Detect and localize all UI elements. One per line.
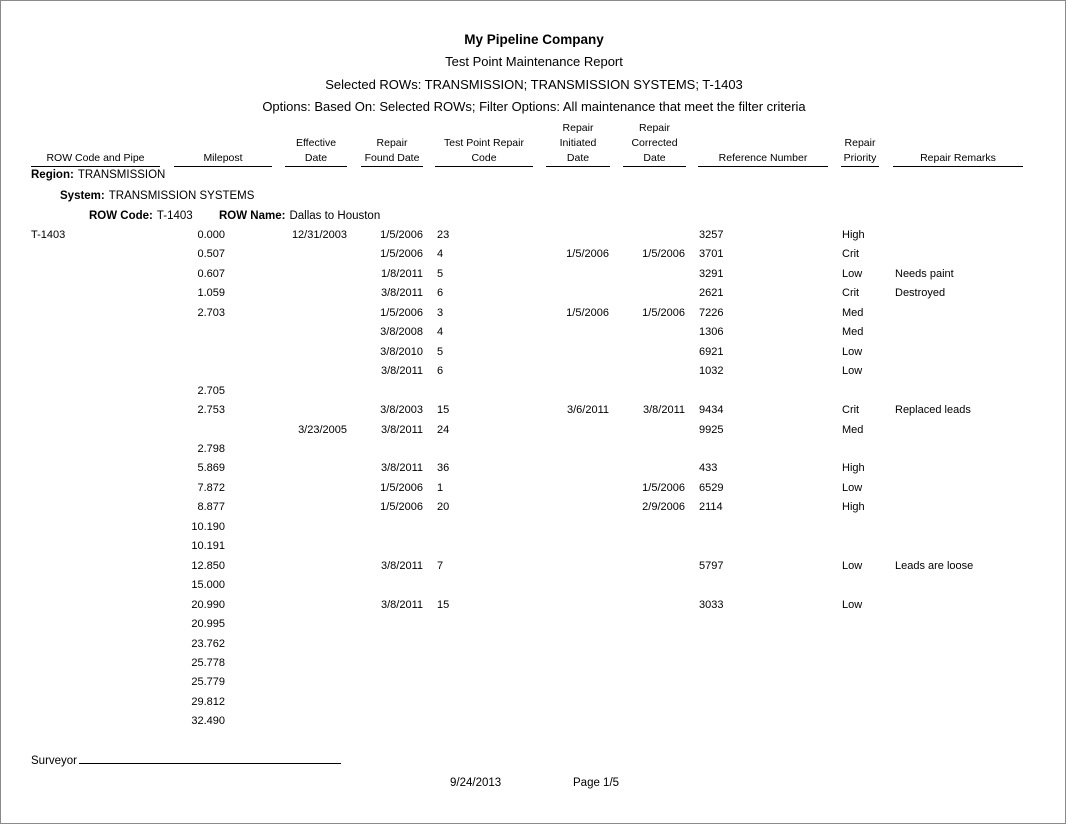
remarks-cell: Destroyed — [895, 287, 946, 300]
found-date-cell: 1/8/2011 — [380, 267, 423, 280]
column-header-initiated-date: Repair Initiated Date — [546, 121, 610, 167]
region-group — [31, 169, 165, 181]
report-date: 9/24/2013 — [450, 777, 502, 789]
table-row — [1, 599, 1066, 618]
found-date-cell: 3/8/2010 — [380, 345, 423, 358]
found-date-cell: 1/5/2006 — [380, 481, 423, 494]
milepost-cell: 20.995 — [191, 618, 225, 630]
table-row — [1, 443, 1066, 462]
options-line: Options: Based On: Selected ROWs; Filter Options: All maintenance that meet the filter criteria — [262, 99, 806, 114]
repair-code-cell: 6 — [437, 365, 444, 378]
repair-code-cell: 4 — [437, 248, 444, 261]
milepost-cell: 10.190 — [191, 520, 225, 533]
column-header-repair-code: Test Point Repair Code — [435, 121, 533, 167]
reference-number-cell: 9925 — [699, 423, 724, 436]
reference-number-cell: 3033 — [699, 598, 724, 611]
surveyor-signature — [31, 752, 341, 767]
repair-code-cell: 24 — [437, 423, 450, 436]
found-date-cell: 3/8/2003 — [380, 404, 423, 416]
table-row — [1, 248, 1066, 267]
table-row — [1, 560, 1066, 579]
priority-cell: Low — [842, 345, 863, 358]
table-row — [1, 638, 1066, 657]
found-date-cell: 3/8/2008 — [380, 326, 423, 339]
row-code-group — [89, 210, 193, 222]
row-code-cell: T-1403 — [31, 229, 66, 241]
row-name-group — [219, 210, 380, 222]
found-date-cell: 3/8/2011 — [380, 559, 423, 572]
repair-code-cell: 15 — [437, 598, 450, 611]
found-date-cell: 1/5/2006 — [380, 501, 423, 514]
company-name: My Pipeline Company — [464, 32, 604, 47]
milepost-cell: 29.812 — [191, 695, 225, 708]
milepost-cell: 15.000 — [191, 579, 225, 592]
selected-rows-line: Selected ROWs: TRANSMISSION; TRANSMISSION SYSTEMS; T-1403 — [325, 77, 743, 92]
corrected-date-cell: 1/5/2006 — [642, 481, 685, 494]
repair-code-cell: 3 — [437, 306, 444, 319]
system-label: System: — [60, 190, 105, 202]
system-value: TRANSMISSION SYSTEMS — [108, 190, 255, 202]
priority-cell: Low — [842, 559, 863, 572]
milepost-cell: 0.000 — [197, 229, 225, 241]
repair-code-cell: 4 — [437, 326, 444, 339]
milepost-cell: 7.872 — [197, 481, 225, 494]
table-row — [1, 696, 1066, 715]
corrected-date-cell: 1/5/2006 — [642, 248, 685, 261]
milepost-cell: 8.877 — [197, 501, 225, 514]
table-row — [1, 424, 1066, 443]
table-row — [1, 268, 1066, 287]
remarks-cell: Leads are loose — [895, 559, 974, 572]
column-header-reference-number: Reference Number — [698, 121, 828, 167]
milepost-cell: 1.059 — [197, 287, 225, 300]
row-code-label: ROW Code: — [89, 210, 153, 222]
table-row — [1, 540, 1066, 559]
column-header-milepost: Milepost — [174, 121, 272, 167]
row-code-value: T-1403 — [156, 210, 193, 222]
milepost-cell: 5.869 — [197, 462, 225, 475]
table-row — [1, 657, 1066, 676]
remarks-cell: Needs paint — [895, 267, 954, 280]
priority-cell: Low — [842, 267, 863, 280]
corrected-date-cell: 2/9/2006 — [642, 501, 685, 514]
repair-code-cell: 5 — [437, 345, 444, 358]
table-row — [1, 229, 1066, 248]
milepost-cell: 0.507 — [197, 248, 225, 261]
reference-number-cell: 433 — [699, 462, 718, 475]
table-row — [1, 385, 1066, 404]
reference-number-cell: 3291 — [699, 267, 724, 280]
reference-number-cell: 6529 — [699, 481, 724, 494]
reference-number-cell: 1306 — [699, 326, 724, 339]
table-row — [1, 287, 1066, 306]
priority-cell: Crit — [842, 248, 860, 261]
milepost-cell: 25.779 — [191, 676, 225, 689]
found-date-cell: 1/5/2006 — [380, 248, 423, 261]
table-row — [1, 326, 1066, 345]
table-row — [1, 521, 1066, 540]
priority-cell: Med — [842, 326, 864, 339]
repair-code-cell: 15 — [437, 404, 450, 416]
corrected-date-cell: 1/5/2006 — [642, 306, 685, 319]
reference-number-cell: 6921 — [699, 345, 724, 358]
table-row — [1, 501, 1066, 520]
row-name-value: Dallas to Houston — [289, 210, 381, 222]
priority-cell: Low — [842, 481, 863, 494]
region-value: TRANSMISSION — [77, 169, 166, 181]
milepost-cell: 20.990 — [191, 598, 225, 611]
repair-code-cell: 36 — [437, 462, 450, 475]
column-header-found-date: Repair Found Date — [361, 121, 423, 167]
column-header-priority: Repair Priority — [841, 121, 879, 167]
column-header-effective-date: Effective Date — [285, 121, 347, 167]
milepost-cell: 2.703 — [197, 306, 225, 319]
table-row — [1, 462, 1066, 481]
table-row — [1, 404, 1066, 423]
reference-number-cell: 9434 — [699, 404, 724, 416]
priority-cell: Med — [842, 306, 864, 319]
page-number: Page 1/5 — [573, 777, 620, 789]
priority-cell: Crit — [842, 287, 860, 300]
priority-cell: Low — [842, 365, 863, 378]
priority-cell: High — [842, 229, 865, 241]
column-header-row-code: ROW Code and Pipe — [31, 121, 160, 167]
table-row — [1, 307, 1066, 326]
reference-number-cell: 3257 — [699, 229, 724, 241]
table-row — [1, 715, 1066, 734]
table-row — [1, 579, 1066, 598]
table-row — [1, 365, 1066, 384]
effective-date-cell: 3/23/2005 — [298, 423, 347, 436]
milepost-cell: 2.753 — [197, 404, 225, 416]
repair-code-cell: 7 — [437, 559, 444, 572]
report-title: Test Point Maintenance Report — [445, 54, 623, 69]
region-label: Region: — [31, 169, 74, 181]
system-group — [60, 190, 254, 202]
effective-date-cell: 12/31/2003 — [291, 229, 347, 241]
found-date-cell: 3/8/2011 — [380, 423, 423, 436]
priority-cell: High — [842, 501, 865, 514]
signature-line — [79, 752, 341, 764]
column-header-corrected-date: Repair Corrected Date — [623, 121, 686, 167]
table-row — [1, 676, 1066, 695]
table-row — [1, 482, 1066, 501]
reference-number-cell: 7226 — [699, 306, 724, 319]
initiated-date-cell: 3/6/2011 — [566, 404, 609, 416]
surveyor-label: Surveyor — [31, 755, 78, 767]
milepost-cell: 12.850 — [191, 559, 225, 572]
repair-code-cell: 5 — [437, 267, 444, 280]
priority-cell: Low — [842, 598, 863, 611]
remarks-cell: Replaced leads — [895, 404, 971, 416]
found-date-cell: 3/8/2011 — [380, 462, 423, 475]
table-row — [1, 618, 1066, 637]
found-date-cell: 1/5/2006 — [380, 306, 423, 319]
reference-number-cell: 3701 — [699, 248, 724, 261]
milepost-cell: 0.607 — [197, 267, 225, 280]
priority-cell: High — [842, 462, 865, 475]
repair-code-cell: 1 — [437, 481, 444, 494]
initiated-date-cell: 1/5/2006 — [566, 306, 609, 319]
milepost-cell: 2.798 — [197, 442, 225, 455]
priority-cell: Med — [842, 423, 864, 436]
corrected-date-cell: 3/8/2011 — [642, 404, 685, 416]
found-date-cell: 3/8/2011 — [380, 365, 423, 378]
milepost-cell: 10.191 — [191, 540, 225, 553]
repair-code-cell: 6 — [437, 287, 444, 300]
repair-code-cell: 20 — [437, 501, 450, 514]
milepost-cell: 2.705 — [197, 384, 225, 397]
milepost-cell: 32.490 — [191, 715, 225, 728]
repair-code-cell: 23 — [437, 229, 450, 241]
column-header-remarks: Repair Remarks — [893, 121, 1023, 167]
milepost-cell: 23.762 — [191, 637, 225, 650]
table-row — [1, 346, 1066, 365]
found-date-cell: 3/8/2011 — [380, 287, 423, 300]
row-name-label: ROW Name: — [219, 210, 286, 222]
initiated-date-cell: 1/5/2006 — [566, 248, 609, 261]
found-date-cell: 1/5/2006 — [380, 229, 423, 241]
reference-number-cell: 2621 — [699, 287, 724, 300]
priority-cell: Crit — [842, 404, 860, 416]
reference-number-cell: 1032 — [699, 365, 724, 378]
found-date-cell: 3/8/2011 — [380, 598, 423, 611]
milepost-cell: 25.778 — [191, 656, 225, 669]
reference-number-cell: 5797 — [699, 559, 724, 572]
reference-number-cell: 2114 — [699, 501, 723, 514]
